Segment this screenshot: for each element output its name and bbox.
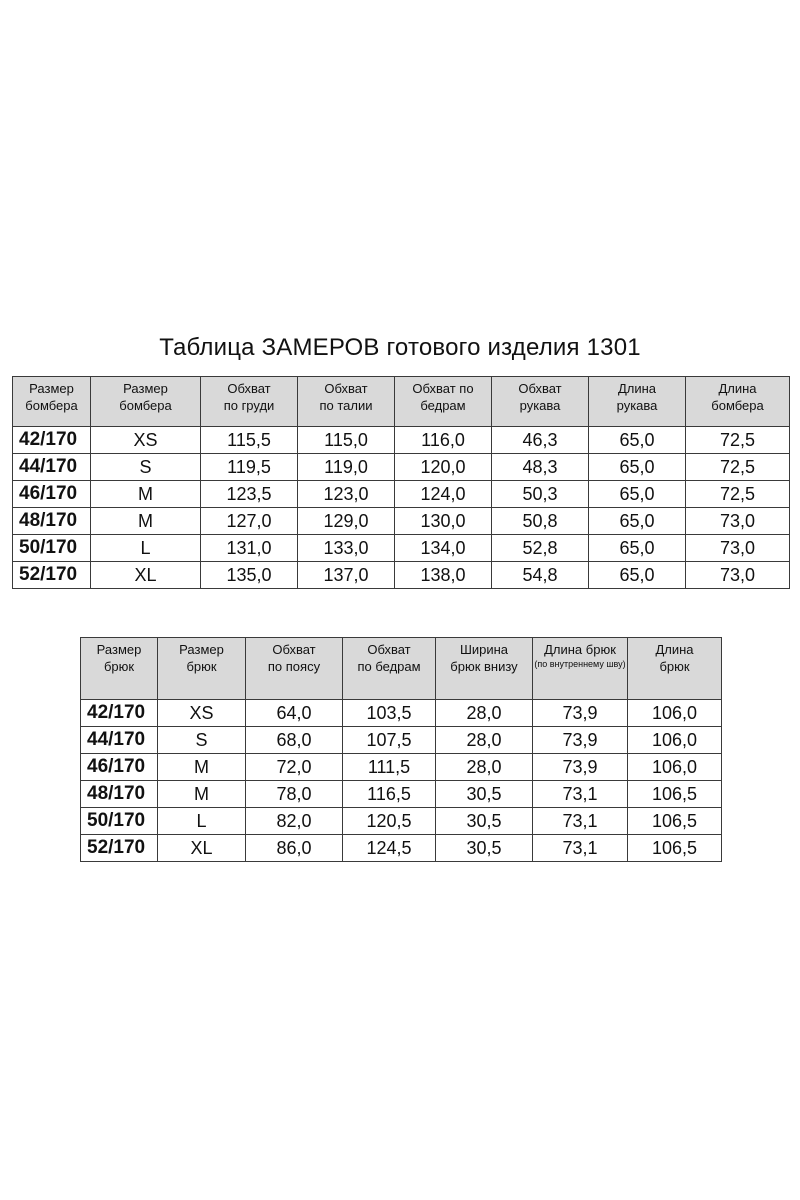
cell: 46,3 <box>492 427 589 454</box>
cell: 119,0 <box>298 454 395 481</box>
cell: 65,0 <box>589 427 686 454</box>
cell: 72,0 <box>246 754 343 781</box>
cell: 50,8 <box>492 508 589 535</box>
cell: 116,0 <box>395 427 492 454</box>
header-pants-letter-size: Размер брюк <box>158 638 246 700</box>
header-bomber-letter-size: Размер бомбера <box>91 377 201 427</box>
cell: 30,5 <box>436 835 533 862</box>
cell: 65,0 <box>589 508 686 535</box>
cell: 65,0 <box>589 562 686 589</box>
cell: S <box>91 454 201 481</box>
header-inseam-length: Длина брюк (по внутреннему шву) <box>533 638 628 700</box>
cell: 42/170 <box>13 427 91 454</box>
cell: 106,5 <box>628 835 722 862</box>
cell: 135,0 <box>201 562 298 589</box>
table-row <box>81 727 722 754</box>
cell: 116,5 <box>343 781 436 808</box>
cell: 106,0 <box>628 700 722 727</box>
cell: 73,1 <box>533 808 628 835</box>
cell: M <box>158 781 246 808</box>
table-row <box>13 454 790 481</box>
cell: 123,5 <box>201 481 298 508</box>
table-row <box>13 481 790 508</box>
cell: 115,5 <box>201 427 298 454</box>
cell: 30,5 <box>436 781 533 808</box>
table-header-row <box>81 638 722 700</box>
cell: 86,0 <box>246 835 343 862</box>
cell: 28,0 <box>436 727 533 754</box>
bomber-measurements-table <box>12 376 790 589</box>
cell: 52,8 <box>492 535 589 562</box>
cell: 82,0 <box>246 808 343 835</box>
header-bomber-size: Размер бомбера <box>13 377 91 427</box>
cell: XL <box>158 835 246 862</box>
cell: 72,5 <box>686 427 790 454</box>
cell: XS <box>91 427 201 454</box>
cell: 73,9 <box>533 700 628 727</box>
cell: 107,5 <box>343 727 436 754</box>
cell: 46/170 <box>13 481 91 508</box>
cell: 134,0 <box>395 535 492 562</box>
cell: 28,0 <box>436 754 533 781</box>
cell: 78,0 <box>246 781 343 808</box>
cell: 120,5 <box>343 808 436 835</box>
cell: 73,9 <box>533 727 628 754</box>
cell: 111,5 <box>343 754 436 781</box>
cell: 123,0 <box>298 481 395 508</box>
cell: 46/170 <box>81 754 158 781</box>
cell: S <box>158 727 246 754</box>
cell: 106,0 <box>628 754 722 781</box>
table-row <box>81 835 722 862</box>
cell: 30,5 <box>436 808 533 835</box>
cell: 115,0 <box>298 427 395 454</box>
cell: M <box>91 481 201 508</box>
cell: 50,3 <box>492 481 589 508</box>
cell: 42/170 <box>81 700 158 727</box>
table-row <box>13 427 790 454</box>
table-row <box>81 781 722 808</box>
cell: XL <box>91 562 201 589</box>
header-sleeve-length: Длина рукава <box>589 377 686 427</box>
cell: 124,5 <box>343 835 436 862</box>
cell: 106,5 <box>628 781 722 808</box>
cell: 73,1 <box>533 781 628 808</box>
table-header-row <box>13 377 790 427</box>
cell: 28,0 <box>436 700 533 727</box>
cell: 65,0 <box>589 454 686 481</box>
page-title: Таблица ЗАМЕРОВ готового изделия 1301 <box>159 334 641 361</box>
cell: 124,0 <box>395 481 492 508</box>
cell: L <box>158 808 246 835</box>
header-bomber-length: Длина бомбера <box>686 377 790 427</box>
header-pants-hips: Обхват по бедрам <box>343 638 436 700</box>
cell: 48/170 <box>13 508 91 535</box>
header-leg-opening: Ширина брюк внизу <box>436 638 533 700</box>
cell: 65,0 <box>589 481 686 508</box>
table-row <box>81 700 722 727</box>
pants-measurements-table <box>80 637 722 862</box>
table-row <box>13 535 790 562</box>
cell: 130,0 <box>395 508 492 535</box>
cell: 48,3 <box>492 454 589 481</box>
cell: 73,0 <box>686 535 790 562</box>
cell: XS <box>158 700 246 727</box>
cell: 54,8 <box>492 562 589 589</box>
table-row <box>13 562 790 589</box>
cell: 138,0 <box>395 562 492 589</box>
cell: L <box>91 535 201 562</box>
cell: M <box>158 754 246 781</box>
table-row <box>81 808 722 835</box>
cell: 131,0 <box>201 535 298 562</box>
table-row <box>13 508 790 535</box>
cell: 73,9 <box>533 754 628 781</box>
cell: 48/170 <box>81 781 158 808</box>
cell: 64,0 <box>246 700 343 727</box>
header-pants-length: Длина брюк <box>628 638 722 700</box>
cell: 127,0 <box>201 508 298 535</box>
cell: 44/170 <box>81 727 158 754</box>
cell: 106,0 <box>628 727 722 754</box>
cell: 65,0 <box>589 535 686 562</box>
cell: 119,5 <box>201 454 298 481</box>
cell: 137,0 <box>298 562 395 589</box>
cell: 103,5 <box>343 700 436 727</box>
cell: 72,5 <box>686 481 790 508</box>
header-pants-size: Размер брюк <box>81 638 158 700</box>
cell: 50/170 <box>13 535 91 562</box>
cell: 73,0 <box>686 508 790 535</box>
cell: 68,0 <box>246 727 343 754</box>
cell: M <box>91 508 201 535</box>
header-sleeve-girth: Обхват рукава <box>492 377 589 427</box>
cell: 52/170 <box>81 835 158 862</box>
cell: 52/170 <box>13 562 91 589</box>
header-hips: Обхват по бедрам <box>395 377 492 427</box>
cell: 120,0 <box>395 454 492 481</box>
cell: 129,0 <box>298 508 395 535</box>
table-row <box>81 754 722 781</box>
header-waistband: Обхват по поясу <box>246 638 343 700</box>
cell: 50/170 <box>81 808 158 835</box>
cell: 106,5 <box>628 808 722 835</box>
header-waist: Обхват по талии <box>298 377 395 427</box>
header-chest: Обхват по груди <box>201 377 298 427</box>
cell: 44/170 <box>13 454 91 481</box>
cell: 73,1 <box>533 835 628 862</box>
cell: 133,0 <box>298 535 395 562</box>
cell: 73,0 <box>686 562 790 589</box>
cell: 72,5 <box>686 454 790 481</box>
